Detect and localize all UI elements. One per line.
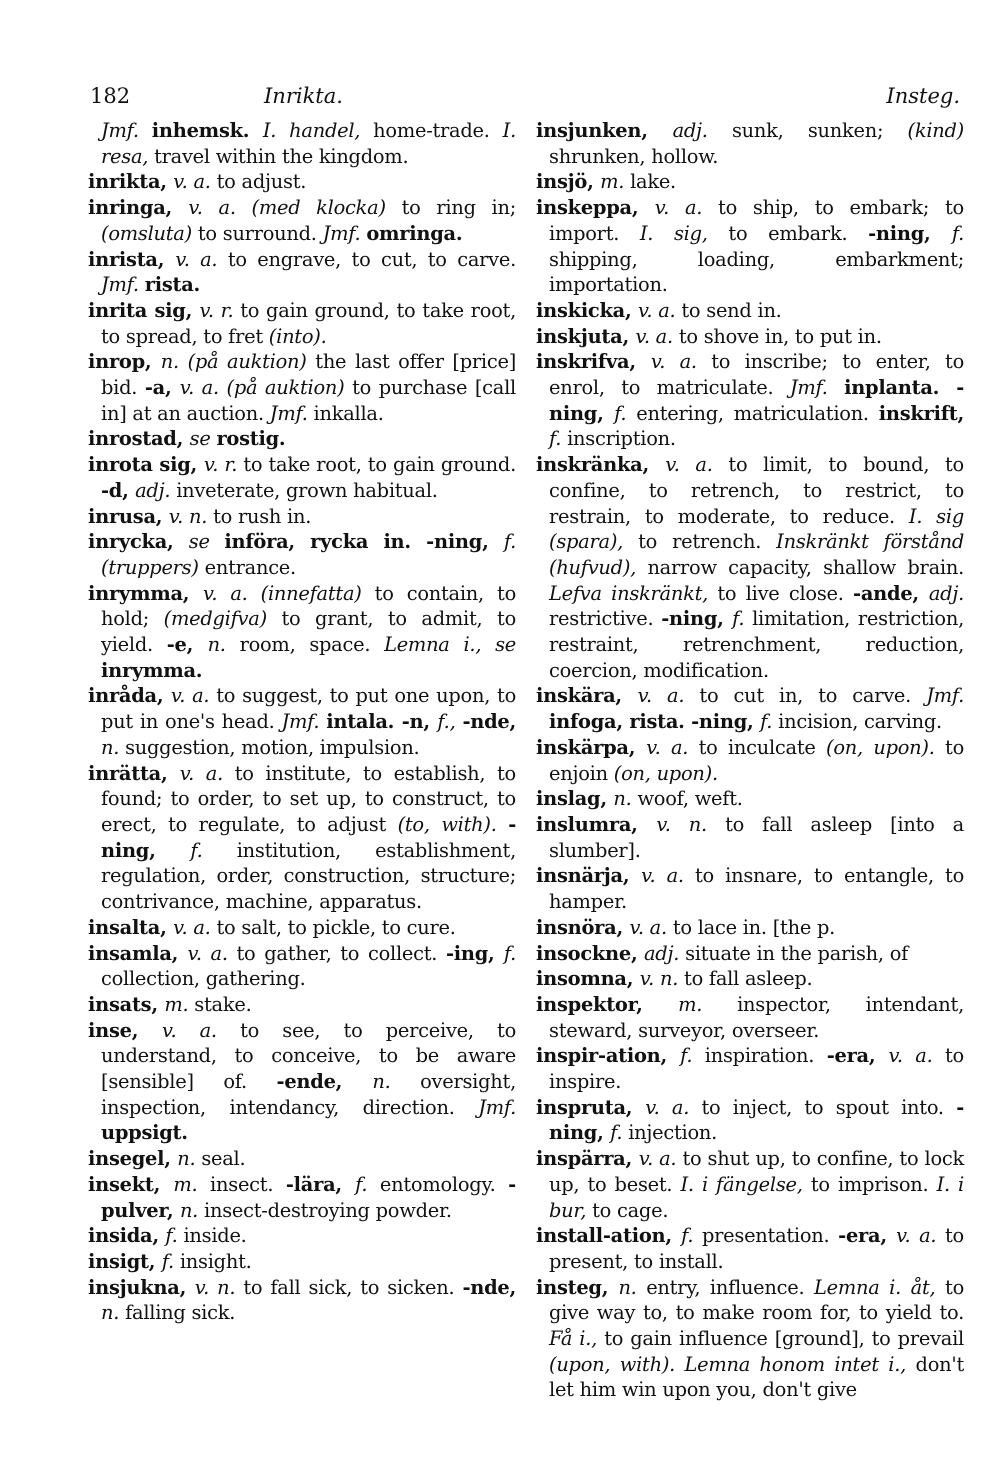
translation: narrow capacity, shallow brain. — [647, 555, 964, 579]
grammar-note: f. — [610, 1121, 629, 1145]
translation: to fall sick, to sicken. — [243, 1275, 463, 1299]
grammar-note: v. a. — [896, 1224, 946, 1248]
translation: to salt, to pickle, to cure. — [216, 915, 456, 939]
translation: situate in the parish, of — [685, 941, 909, 965]
cross-reference: -ning, — [661, 607, 733, 631]
headword: inråda, — [88, 684, 171, 708]
translation: to insnare, to entangle, to hamper. — [549, 864, 964, 914]
headword: inspärra, — [536, 1147, 639, 1171]
translation: to gain influence [ground], to prevail — [604, 1327, 964, 1351]
translation: to ship, to embark; to import. — [549, 196, 964, 245]
translation: to limit, to bound, to confine, to retrench, to restrict, to restrain, to moderate, to reduce. — [549, 453, 964, 528]
translation: inkalla. — [313, 401, 384, 425]
cross-reference: omringa. — [366, 221, 463, 245]
grammar-note: (medgifva) — [163, 607, 282, 631]
headword: inspir-ation, — [536, 1044, 681, 1068]
grammar-note: n. — [372, 1070, 421, 1094]
grammar-note: v. a. — [635, 324, 679, 348]
grammar-note: m. — [173, 1172, 211, 1196]
grammar-note: v. a. — [888, 1044, 946, 1068]
cross-reference: inplanta. -ning, — [549, 376, 964, 425]
dictionary-entry — [536, 169, 964, 195]
left-guideword: Inrikta. — [264, 84, 343, 108]
cross-reference: uppsigt. — [101, 1121, 188, 1145]
translation: entrance. — [204, 555, 296, 579]
grammar-note: f. — [614, 401, 637, 425]
grammar-note: f. — [165, 1224, 184, 1248]
cross-reference: -lära, — [285, 1172, 356, 1196]
translation: room, space. — [239, 633, 385, 657]
cross-reference: -a, — [144, 376, 180, 400]
grammar-note: (kind) — [907, 119, 964, 142]
grammar-note: f. — [161, 1249, 180, 1273]
grammar-note: v. a. — [162, 1018, 241, 1042]
dictionary-entry — [536, 863, 964, 914]
grammar-note: v. a. (på auktion) — [179, 376, 353, 400]
translation: inspiration. — [704, 1044, 827, 1068]
cross-reference: rista. — [144, 273, 201, 297]
dictionary-entry — [88, 683, 516, 760]
translation: to live close. — [717, 581, 854, 605]
dictionary-entry — [88, 169, 516, 195]
grammar-note: v. n. — [639, 967, 685, 991]
grammar-note: se — [188, 530, 225, 554]
right-column — [536, 118, 964, 1403]
translation: stake. — [194, 992, 252, 1016]
grammar-note: v. a. — [641, 864, 695, 888]
headword: inrota sig, — [88, 453, 204, 477]
grammar-note: n. — [101, 1301, 126, 1325]
grammar-note: (to, with). — [397, 812, 509, 836]
cross-reference: inhemsk. — [151, 119, 263, 142]
translation: presentation. — [701, 1224, 839, 1248]
grammar-note: v. a. — [173, 915, 217, 939]
translation: to see, to perceive, to understand, to conceive, to be aware [sensible] of. — [101, 1018, 516, 1094]
grammar-note: v. n. — [656, 812, 726, 836]
headword: inrymma, — [88, 581, 203, 605]
grammar-note: n. (på auktion) — [160, 350, 316, 374]
grammar-note: I. sig (spara), — [549, 504, 965, 554]
grammar-note: m. — [678, 992, 738, 1016]
translation: travel within the kingdom. — [154, 144, 409, 168]
translation: woof, weft. — [637, 787, 743, 811]
translation: inscription. — [567, 427, 676, 451]
headword: inrikta, — [88, 170, 174, 194]
cross-reference: -era, — [838, 1224, 897, 1248]
grammar-note: Jmf. — [789, 376, 845, 400]
grammar-note: n. — [101, 735, 126, 759]
grammar-note: Jmf. — [322, 221, 367, 245]
translation: to fall asleep [into a slumber]. — [549, 812, 964, 862]
translation: to gain ground, to take root, to spread, to fret — [101, 298, 516, 348]
grammar-note: Lefva inskränkt, — [549, 581, 718, 605]
translation: to imprison. — [810, 1172, 937, 1196]
headword: inse, — [88, 1018, 163, 1042]
translation: insect-destroying powder. — [204, 1198, 452, 1222]
dictionary-entry — [536, 735, 964, 786]
translation: shipping, loading, embarkment; importation. — [549, 247, 964, 297]
grammar-note: v. a. — [179, 761, 235, 785]
translation: injection. — [628, 1121, 718, 1145]
headword: inspektor, — [536, 992, 679, 1016]
grammar-note: I. resa, — [101, 119, 516, 168]
grammar-note: v. a. — [638, 1147, 683, 1171]
dictionary-entry — [536, 452, 964, 683]
translation: to contain, to hold; — [101, 581, 516, 631]
headword: insekt, — [88, 1172, 174, 1196]
translation: insect. — [210, 1172, 286, 1196]
translation: to rush in. — [213, 504, 312, 528]
dictionary-entry — [88, 504, 516, 530]
translation: seal. — [201, 1147, 246, 1171]
grammar-note: f. — [681, 1224, 702, 1248]
grammar-note: adj. — [135, 478, 177, 502]
grammar-note: v. a. — [175, 247, 228, 271]
translation: to take root, to gain ground. — [243, 453, 517, 477]
translation: to gather, to collect. — [236, 941, 446, 965]
grammar-note: f. — [760, 710, 779, 734]
headword: insomna, — [536, 967, 640, 991]
headword: insjukna, — [88, 1275, 195, 1299]
translation: to institute, to establish, to found; to order, to set up, to construct, to erect, to regulate, to adjust — [101, 761, 516, 836]
translation: to enjoin — [549, 735, 964, 785]
translation: limitation, restriction, restraint, retrenchment, reduction, coercion, modification. — [549, 607, 965, 682]
headword: inskrifva, — [536, 350, 651, 374]
headword: insalta, — [88, 915, 174, 939]
dictionary-entry — [88, 529, 516, 580]
grammar-note: f. — [355, 1172, 380, 1196]
headword: inrista, — [88, 247, 176, 271]
dictionary-entry — [88, 761, 516, 915]
dictionary-entry — [88, 298, 516, 349]
translation: to ring in; — [401, 196, 516, 220]
headword: insnärja, — [536, 864, 642, 888]
grammar-note: v. a. — [637, 684, 700, 708]
translation: to give way to, to make room for, to yield to. — [549, 1275, 964, 1325]
translation: to send in. — [681, 298, 782, 322]
grammar-note: n. — [618, 1275, 647, 1299]
page-number: 182 — [90, 84, 131, 108]
grammar-note: adj. — [644, 941, 686, 965]
translation: home-trade. — [373, 119, 503, 142]
grammar-note: Jmf. — [101, 273, 145, 297]
cross-reference: -nde, — [462, 1275, 517, 1299]
translation: to present, to install. — [549, 1224, 964, 1273]
headword: inspruta, — [536, 1095, 646, 1119]
translation: to inject, to spout into. — [701, 1095, 957, 1119]
dictionary-entry — [88, 247, 516, 298]
dictionary-entry — [536, 1043, 964, 1094]
translation: to cage. — [592, 1198, 669, 1222]
headword: inslumra, — [536, 812, 657, 836]
cross-reference: rostig. — [216, 427, 286, 451]
translation: restrictive. — [549, 607, 662, 631]
grammar-note: Jmf. — [281, 710, 327, 734]
grammar-note: Jmf. — [926, 684, 965, 708]
translation: entry, influence. — [646, 1275, 815, 1299]
cross-reference: -ande, — [853, 581, 929, 605]
dictionary-entry — [88, 195, 516, 246]
cross-reference: -era, — [826, 1044, 889, 1068]
grammar-note: I. i bur, — [549, 1172, 965, 1222]
translation: oversight, inspection, intendancy, direction. — [101, 1070, 516, 1119]
grammar-note: f. — [549, 427, 568, 451]
grammar-note: n. — [613, 787, 638, 811]
grammar-note: v. a. — [646, 735, 699, 759]
grammar-note: n. — [207, 633, 240, 657]
grammar-note: v. n. — [168, 504, 214, 528]
translation: shrunken, hollow. — [549, 144, 719, 168]
grammar-note: v. a. — [173, 170, 217, 194]
grammar-note: v. a. — [645, 1095, 702, 1119]
dictionary-entry — [536, 195, 964, 298]
translation: inspector, intendant, steward, surveyor, overseer. — [549, 992, 965, 1042]
translation: to retrench. — [638, 530, 777, 554]
grammar-note: f. (truppers) — [101, 530, 516, 579]
grammar-note: adj. — [672, 119, 732, 142]
grammar-note: v. a. (med klocka) — [188, 196, 402, 220]
translation: to inculcate — [698, 735, 827, 759]
grammar-note: v. n. — [194, 1275, 244, 1299]
dictionary-entry — [536, 915, 964, 941]
grammar-note: n. — [179, 1198, 205, 1222]
translation: lake. — [630, 170, 676, 194]
translation: suggestion, motion, impulsion. — [125, 735, 420, 759]
grammar-note: v. a. — [170, 684, 217, 708]
cross-reference: -ning, — [549, 1095, 965, 1145]
translation: to fall asleep. — [684, 967, 813, 991]
translation: to purchase [call in] at an auction. — [101, 376, 516, 425]
grammar-note: v. r. — [203, 453, 244, 477]
grammar-note: v. r. — [199, 298, 241, 322]
cross-reference: -nde, — [462, 710, 516, 734]
translation: to embark. — [728, 221, 869, 245]
cross-reference: införa, rycka in. -ning, — [224, 530, 504, 554]
headword: insjunken, — [536, 119, 673, 142]
headword: insockne, — [536, 941, 644, 965]
cross-reference: -ning, — [101, 812, 516, 862]
translation: entering, matriculation. — [636, 401, 879, 425]
headword: inskränka, — [536, 453, 666, 477]
headword: inrita sig, — [88, 298, 200, 322]
dictionary-entry — [536, 118, 964, 169]
cross-reference: intala. -n, — [326, 710, 438, 734]
grammar-note: Jmf. — [269, 401, 314, 425]
grammar-note: f., — [437, 710, 463, 734]
translation: institution, establishment, regulation, order, construction, structure; contrivance, machine, apparatus. — [101, 838, 516, 914]
grammar-note: I. handel, — [262, 119, 374, 142]
translation: to surround. — [197, 221, 323, 245]
translation: to inspire. — [549, 1044, 964, 1094]
headword: insats, — [88, 992, 165, 1016]
translation: to suggest, to put one upon, to put in one's head. — [101, 684, 516, 734]
dictionary-entry — [536, 298, 964, 324]
grammar-note: v. a. — [665, 453, 729, 477]
cross-reference: -pulver, — [101, 1172, 516, 1222]
dictionary-entry — [536, 1223, 964, 1274]
grammar-note: Lemna i., se — [384, 633, 516, 657]
cross-reference: inrymma. — [101, 658, 203, 682]
dictionary-entry — [88, 452, 516, 503]
dictionary-entry — [88, 1146, 516, 1172]
grammar-note: f. — [503, 941, 516, 965]
cross-reference: -e, — [166, 633, 208, 657]
grammar-note: v. a. (innefatta) — [202, 581, 375, 605]
dictionary-entry — [88, 1018, 516, 1147]
grammar-note: v. a. — [650, 350, 712, 374]
translation: entomology. — [379, 1172, 509, 1196]
dictionary-entry — [536, 966, 964, 992]
headword: inskicka, — [536, 298, 638, 322]
grammar-note: f. — [190, 838, 237, 862]
dictionary-entry — [536, 324, 964, 350]
grammar-note: v. a. — [638, 298, 682, 322]
grammar-note: n. — [177, 1147, 202, 1171]
dictionary-entry — [88, 1249, 516, 1275]
grammar-note: (on, upon). — [613, 761, 718, 785]
left-column — [88, 118, 516, 1326]
dictionary-entry — [536, 683, 964, 734]
dictionary-entry — [88, 992, 516, 1018]
translation: falling sick. — [125, 1301, 236, 1325]
translation: to shove in, to put in. — [678, 324, 882, 348]
headword: inskära, — [536, 684, 638, 708]
dictionary-entry — [536, 786, 964, 812]
grammar-note: v. a. — [654, 196, 719, 220]
headword: inskjuta, — [536, 324, 636, 348]
translation: sunk, sunken; — [731, 119, 908, 142]
translation: to shut up, to confine, to lock up, to beset. — [549, 1147, 964, 1196]
dictionary-entry — [536, 812, 964, 863]
translation: don't let him win upon you, don't give — [549, 1352, 964, 1402]
grammar-note: (omsluta) — [101, 221, 198, 245]
headword: inrop, — [88, 350, 161, 374]
cross-reference: infoga, rista. -ning, — [549, 710, 761, 734]
headword: inrycka, — [88, 530, 189, 554]
grammar-note: I. i fängelse, — [680, 1172, 811, 1196]
cross-reference: -d, — [101, 478, 136, 502]
dictionary-entry — [88, 349, 516, 426]
dictionary-entry — [88, 581, 516, 684]
headword: insnöra, — [536, 915, 630, 939]
dictionary-entry — [88, 1172, 516, 1223]
grammar-note: Inskränkt förstånd (hufvud), — [549, 530, 964, 579]
grammar-note: f. — [680, 1044, 705, 1068]
dictionary-entry — [536, 992, 964, 1043]
headword: inrusa, — [88, 504, 169, 528]
headword: insigt, — [88, 1249, 162, 1273]
grammar-note: I. sig, — [639, 221, 729, 245]
cross-reference: -ende, — [276, 1070, 373, 1094]
translation: the last offer [price] bid. — [101, 350, 517, 400]
headword: insida, — [88, 1224, 166, 1248]
headword: inrätta, — [88, 761, 180, 785]
dictionary-entry — [88, 1223, 516, 1249]
headword: inrostad, — [88, 427, 190, 451]
page-header — [90, 84, 960, 114]
grammar-note: f. — [732, 607, 753, 631]
grammar-note: m. — [600, 170, 631, 194]
headword: inskärpa, — [536, 735, 647, 759]
translation: to cut in, to carve. — [699, 684, 927, 708]
cross-reference: -ning, — [868, 221, 952, 245]
headword: insteg, — [536, 1275, 619, 1299]
translation: to grant, to admit, to yield. — [101, 607, 516, 657]
grammar-note: v. a. — [629, 915, 673, 939]
dictionary-entry — [536, 1095, 964, 1146]
translation: collection, gathering. — [101, 967, 306, 991]
dictionary-entry — [88, 118, 516, 169]
right-guideword: Insteg. — [886, 84, 960, 108]
grammar-note: (upon, with). Lemna honom intet i., — [549, 1352, 916, 1376]
translation: to engrave, to cut, to carve. — [227, 247, 516, 271]
translation: to adjust. — [216, 170, 307, 194]
headword: inslag, — [536, 787, 614, 811]
grammar-note: m. — [164, 992, 195, 1016]
grammar-note: f. — [951, 221, 965, 245]
headword: install-ation, — [536, 1224, 682, 1248]
headword: insegel, — [88, 1147, 178, 1171]
translation: inside. — [183, 1224, 247, 1248]
dictionary-entry — [536, 941, 964, 967]
dictionary-entry — [536, 1146, 964, 1223]
translation: to inscribe; to enter, to enrol, to matriculate. — [549, 350, 964, 400]
dictionary-entry — [88, 1275, 516, 1326]
headword: insjö, — [536, 170, 601, 194]
cross-reference: -ing, — [445, 941, 504, 965]
translation: incision, carving. — [778, 710, 942, 734]
grammar-note: Jmf. — [478, 1095, 516, 1119]
headword: inringa, — [88, 196, 189, 220]
cross-reference: inskrift, — [878, 401, 964, 425]
grammar-note: se — [189, 427, 217, 451]
grammar-note: Få i., — [549, 1327, 605, 1351]
dictionary-entry — [88, 426, 516, 452]
dictionary-entry — [536, 349, 964, 452]
dictionary-entry — [88, 941, 516, 992]
grammar-note: Jmf. — [101, 119, 152, 142]
headword: inskeppa, — [536, 196, 655, 220]
dictionary-entry — [536, 1275, 964, 1404]
translation: inveterate, grown habitual. — [176, 478, 438, 502]
grammar-note: (into). — [268, 324, 327, 348]
grammar-note: Lemna i. åt, — [814, 1275, 946, 1299]
grammar-note: (on, upon). — [826, 735, 946, 759]
grammar-note: adj. — [928, 581, 964, 605]
dictionary-entry — [88, 915, 516, 941]
grammar-note: v. a. — [187, 941, 237, 965]
translation: to lace in. [the p. — [672, 915, 836, 939]
headword: insamla, — [88, 941, 188, 965]
translation: insight. — [179, 1249, 252, 1273]
